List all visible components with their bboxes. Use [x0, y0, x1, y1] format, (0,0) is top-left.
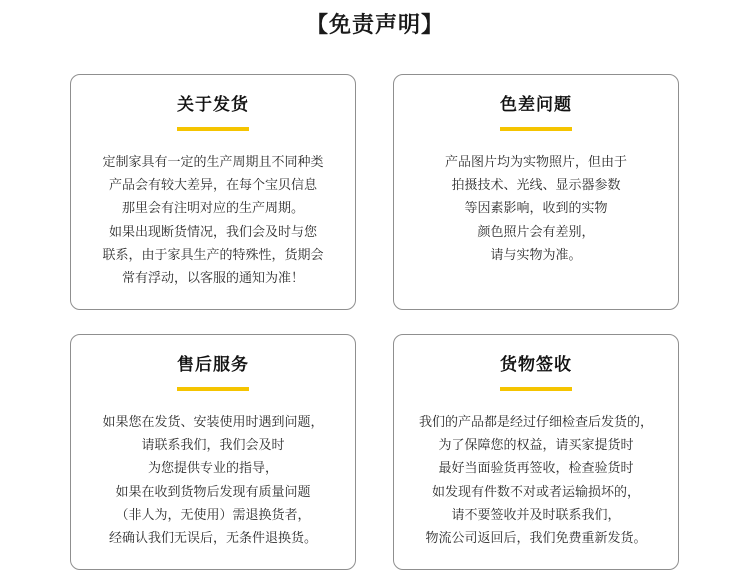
- body-line: 颜色照片会有差别，: [477, 224, 595, 240]
- body-line: 最好当面验货再签收，检查验货时: [438, 461, 634, 477]
- body-line: 产品会有较大差异，在每个宝贝信息: [108, 178, 317, 194]
- card-title: 色差问题: [500, 95, 572, 115]
- body-line: 如果在收到货物后发现有质量问题: [115, 484, 311, 500]
- card-title: 售后服务: [177, 355, 249, 375]
- body-line: 我们的产品都是经过仔细检查后发货的，: [418, 415, 653, 430]
- title-underline: [500, 387, 572, 391]
- body-line: 如果您在发货、安装使用时遇到问题，: [102, 415, 324, 430]
- body-line: 经确认我们无误后，无条件退换货。: [108, 531, 317, 547]
- body-line: 物流公司返回后，我们免费重新发货。: [425, 531, 647, 547]
- body-line: 为您提供专业的指导，: [147, 461, 278, 477]
- title-underline: [500, 127, 572, 131]
- title-underline: [177, 127, 249, 131]
- card-color-difference: [393, 74, 679, 310]
- page-title: 【免责声明】: [305, 13, 444, 38]
- body-line: 为了保障您的权益，请买家提货时: [438, 438, 634, 454]
- body-line: 常有浮动，以客服的通知为准！: [121, 271, 304, 287]
- card-body: [400, 411, 672, 550]
- body-line: 如发现有件数不对或者运输损坏的，: [431, 484, 640, 500]
- card-body: [77, 411, 349, 550]
- body-line: 请与实物为准。: [490, 247, 582, 263]
- body-line: 请联系我们，我们会及时: [141, 438, 285, 454]
- card-body: [400, 151, 672, 267]
- body-line: 定制家具有一定的生产周期且不同种类: [102, 155, 324, 170]
- card-shipping: [70, 74, 356, 310]
- body-line: 等因素影响，收到的实物: [464, 201, 608, 217]
- body-line: 联系，由于家具生产的特殊性，货期会: [102, 247, 324, 263]
- body-line: 请不要签收并及时联系我们，: [451, 507, 621, 523]
- body-line: 如果出现断货情况，我们会及时与您: [108, 224, 317, 240]
- title-underline: [177, 387, 249, 391]
- card-title: 关于发货: [177, 95, 249, 115]
- card-delivery-signoff: [393, 334, 679, 570]
- card-body: [77, 151, 349, 290]
- body-line: （非人为，无使用）需退换货者，: [115, 507, 311, 523]
- body-line: 那里会有注明对应的生产周期。: [121, 201, 304, 217]
- card-title: 货物签收: [500, 355, 572, 375]
- body-line: 拍摄技术、光线、显示器参数: [451, 178, 621, 194]
- card-after-sales: [70, 334, 356, 570]
- body-line: 产品图片均为实物照片，但由于: [444, 155, 627, 170]
